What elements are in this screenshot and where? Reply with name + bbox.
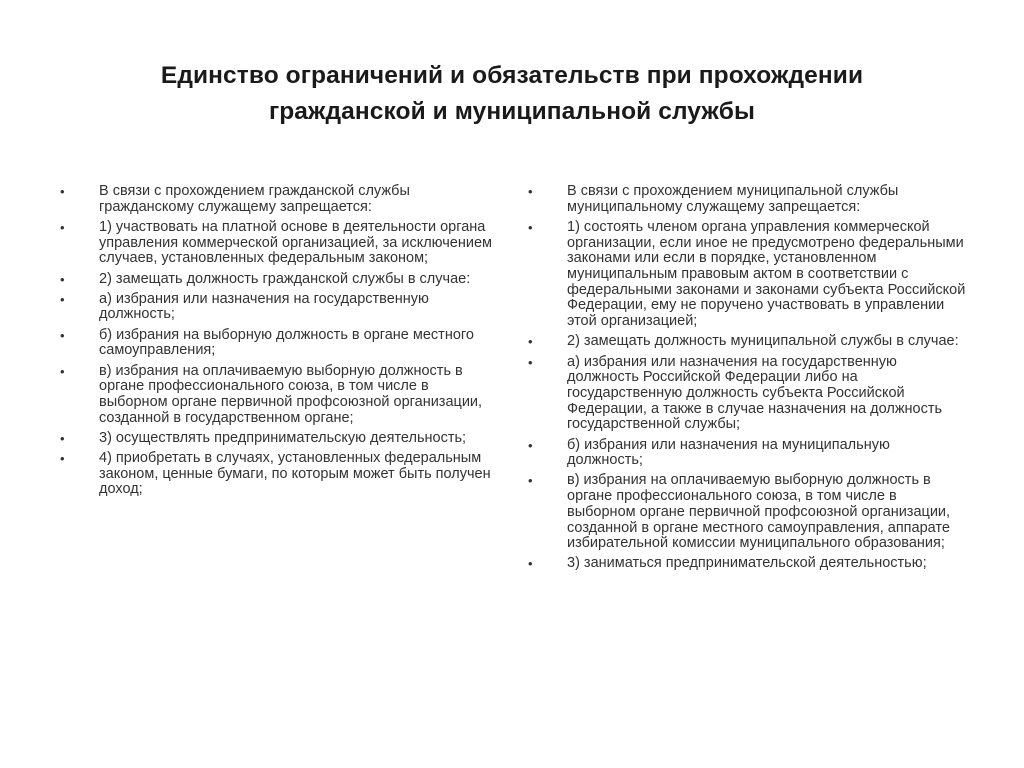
right-column-list (528, 184, 968, 577)
list-item-text: 2) замещать должность муниципальной службы в случае: (567, 333, 959, 350)
list-item-text: б) избрания на выборную должность в органе местного самоуправления; (99, 326, 474, 359)
list-item-text: в) избрания на оплачиваемую выборную должность в органе профессионального союза, в том числе в выборном органе первичной профсоюзной организации, созданной в органе местного самоуправления, аппарате избирательной комиссии муниципального образования; (567, 472, 951, 552)
slide-title (60, 58, 964, 130)
list-item (528, 473, 968, 552)
list-item (60, 220, 500, 267)
list-item (528, 355, 968, 434)
list-item (60, 184, 500, 215)
list-item (60, 431, 500, 447)
bullet-icon: • (528, 184, 533, 199)
bullet-icon: • (528, 334, 533, 350)
list-item-text: а) избрания или назначения на государственную должность; (99, 290, 429, 323)
bullet-icon: • (528, 354, 533, 370)
list-item-text: 1) состоять членом органа управления коммерческой организации, если иное не предусмотрено федеральными законами или если в порядке, установленном муниципальным правовым актом в соответствии с федеральными законами и законами субъекта Российской Федерации, ему не поручено участвовать в управлении этой организацией; (567, 218, 966, 330)
slide-title-line: Единство ограничений и обязательств при прохождении (160, 62, 864, 89)
bullet-icon: • (528, 473, 533, 489)
bullet-icon: • (60, 363, 65, 379)
list-item (60, 451, 500, 498)
bullet-icon: • (60, 430, 65, 446)
list-item-text: б) избрания или назначения на муниципальную должность; (567, 436, 890, 469)
list-item (528, 334, 968, 350)
left-column-list (60, 184, 500, 503)
list-item-text: 3) заниматься предпринимательской деятельностью; (567, 555, 927, 572)
slide-title-line: гражданской и муниципальной службы (268, 98, 756, 125)
list-item-text: 2) замещать должность гражданской службы в случае: (99, 270, 471, 287)
list-item-text: В связи с прохождением гражданской службы гражданскому служащему запрещается: (99, 183, 410, 215)
bullet-icon: • (528, 437, 533, 453)
bullet-icon: • (60, 451, 65, 467)
bullet-icon: • (60, 184, 65, 199)
list-item-text: 4) приобретать в случаях, установленных федеральным законом, ценные бумаги, по которым может быть получен доход; (99, 450, 491, 498)
list-item-text: а) избрания или назначения на государственную должность Российской Федерации либо на государственную должность субъекта Российской Федерации, а также в случае назначения на должность государственной службы; (567, 353, 943, 433)
list-item (528, 184, 968, 215)
bullet-icon: • (60, 219, 65, 235)
bullet-icon: • (60, 291, 65, 307)
list-item-text: 3) осуществлять предпринимательскую деятельность; (99, 429, 467, 446)
list-item (60, 272, 500, 288)
bullet-icon: • (60, 271, 65, 287)
list-item (60, 328, 500, 359)
list-item-text: в) избрания на оплачиваемую выборную должность в органе профессионального союза, в том числе в выборном органе первичной профсоюзной организации, созданной в государственном органе; (99, 362, 483, 426)
list-item-text: В связи с прохождением муниципальной службы муниципальному служащему запрещается: (567, 183, 899, 215)
list-item (528, 438, 968, 469)
list-item (528, 220, 968, 330)
list-item (60, 292, 500, 323)
list-item-text: 1) участвовать на платной основе в деятельности органа управления коммерческой организацией, за исключением случаев, установленных федеральным законом; (99, 218, 492, 267)
bullet-icon: • (528, 219, 533, 235)
list-item (60, 364, 500, 427)
bullet-icon: • (60, 327, 65, 343)
bullet-icon: • (528, 556, 533, 572)
list-item (528, 556, 968, 572)
